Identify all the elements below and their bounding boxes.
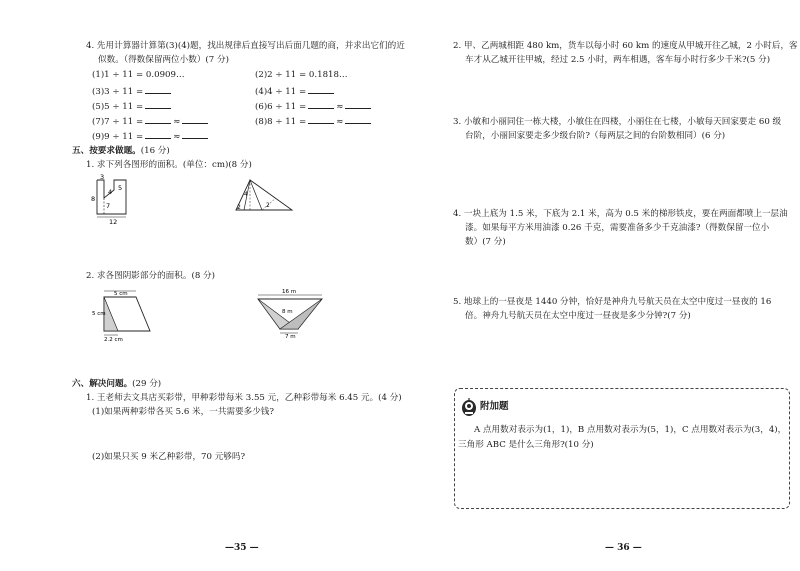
approx-blank[interactable]: [345, 116, 371, 124]
section5-q1: 1. 求下列各图形的面积。(单位：cm)(8 分): [86, 160, 252, 170]
fig3-label-top: 5 cm: [114, 291, 128, 297]
section6-q1b: (2)如果只买 9 米乙种彩带，70 元够吗?: [92, 452, 246, 462]
triangle-figure: [232, 176, 302, 218]
r-q4-line1: 4. 一块上底为 1.5 米，下底为 2.1 米，高为 0.5 米的梯形铁皮，要在两面都喷上一层油: [453, 209, 788, 219]
fig2-label-2b: 2: [266, 202, 270, 209]
approx-blank[interactable]: [345, 101, 371, 109]
q4-line2: 似数。（得数保留两位小数）(7 分): [98, 55, 229, 65]
r-q3-line2: 台阶，小丽回家要走多少级台阶?（每两层之间的台阶数相同）(6 分): [465, 131, 726, 141]
r-q5-line2: 倍。神舟九号航天员在太空中度过一昼夜是多少分钟?(7 分): [465, 311, 691, 321]
r-q2-line2: 车才从乙城开往甲城，经过 2.5 小时，两车相遇，客车每小时行多少千米?(5 分): [465, 55, 771, 65]
answer-blank[interactable]: [145, 101, 171, 109]
fig1-label-3: 3: [100, 173, 105, 181]
trapezoid-shaded-figure: [90, 287, 170, 343]
fig1-label-4: 4: [108, 188, 113, 196]
q4-line1: 4. 先用计算器计算第(3)(4)题，找出规律后直接写出后面几题的商，并求出它们的近: [86, 41, 405, 51]
page-number-left: —35 —: [225, 543, 259, 553]
answer-blank[interactable]: [308, 86, 334, 94]
triangle-shaded-figure: [252, 287, 332, 339]
fig4-label-8m: 8 m: [282, 309, 293, 315]
fig1-label-8: 8: [91, 195, 96, 203]
q4-item-6: (6)6 ÷ 11 = ≈: [255, 101, 373, 114]
answer-blank[interactable]: [145, 116, 171, 124]
fig1-label-5: 5: [118, 184, 123, 192]
answer-blank[interactable]: [145, 86, 171, 94]
extra-line2: 三角形 ABC 是什么三角形?(10 分): [458, 440, 594, 450]
extra-line1: A 点用数对表示为(1，1)，B 点用数对表示为(5，1)，C 点用数对表示为(3，4)，: [474, 425, 787, 435]
section6-q1: 1. 王老师去文具店买彩带，甲种彩带每米 3.55 元，乙种彩带每米 6.45 元。(4 分): [86, 393, 402, 403]
fig1-label-12: 12: [109, 218, 118, 226]
answer-blank[interactable]: [308, 116, 334, 124]
q4-item-2: (2)2 ÷ 11 = 0.1818…: [255, 70, 348, 80]
fig2-label-2a: 2: [237, 204, 241, 211]
approx-blank[interactable]: [182, 116, 208, 124]
fig4-label-16m: 16 m: [282, 289, 297, 295]
r-q3-line1: 3. 小敏和小丽同住一栋大楼，小敏住在四楼，小丽住在七楼，小敏每天回家要走 60 级: [453, 117, 782, 127]
r-q5-line1: 5. 地球上的一昼夜是 1440 分钟，恰好是神舟九号航天员在太空中度过一昼夜的 16: [453, 297, 772, 307]
section5-heading: 五、按要求做题。(16 分): [72, 146, 170, 156]
answer-blank[interactable]: [145, 131, 171, 139]
fig4-label-7m: 7 m: [285, 334, 296, 339]
section5-q2: 2. 求各图阴影部分的面积。(8 分): [86, 271, 215, 281]
r-q4-line2: 漆。如果每平方米用油漆 0.26 千克，需要准备多少千克油漆?（得数保留一位小: [465, 223, 770, 233]
fig1-label-7: 7: [106, 202, 111, 210]
extra-title: 附加题: [480, 401, 509, 412]
fig2-label-4: 4: [244, 191, 248, 198]
r-q2-line1: 2. 甲、乙两城相距 480 km，货车以每小时 60 km 的速度从甲城开往乙城，2 小时后，客: [453, 41, 798, 51]
q4-item-9: (9)9 ÷ 11 = ≈: [92, 131, 210, 144]
fig3-label-base: 2.2 cm: [104, 337, 123, 343]
q4-item-8: (8)8 ÷ 11 = ≈: [255, 116, 373, 129]
answer-blank[interactable]: [308, 101, 334, 109]
q4-item-1: (1)1 ÷ 11 = 0.0909…: [92, 70, 185, 80]
composite-shape-figure: [84, 170, 164, 226]
fig3-label-height: 5 cm: [92, 311, 106, 317]
q4-item-5: (5)5 ÷ 11 =: [92, 101, 173, 114]
section6-heading: 六、解决问题。(29 分): [72, 379, 162, 389]
r-q4-line3: 数）(7 分): [465, 237, 506, 247]
robot-mascot-icon: [460, 397, 478, 417]
approx-blank[interactable]: [182, 131, 208, 139]
section6-q1a: (1)如果两种彩带各买 5.6 米，一共需要多少钱?: [92, 407, 275, 417]
q4-item-3: (3)3 ÷ 11 =: [92, 86, 173, 99]
page-number-right: — 36 —: [605, 543, 642, 553]
q4-item-7: (7)7 ÷ 11 = ≈: [92, 116, 210, 129]
q4-item-4: (4)4 ÷ 11 =: [255, 86, 336, 99]
